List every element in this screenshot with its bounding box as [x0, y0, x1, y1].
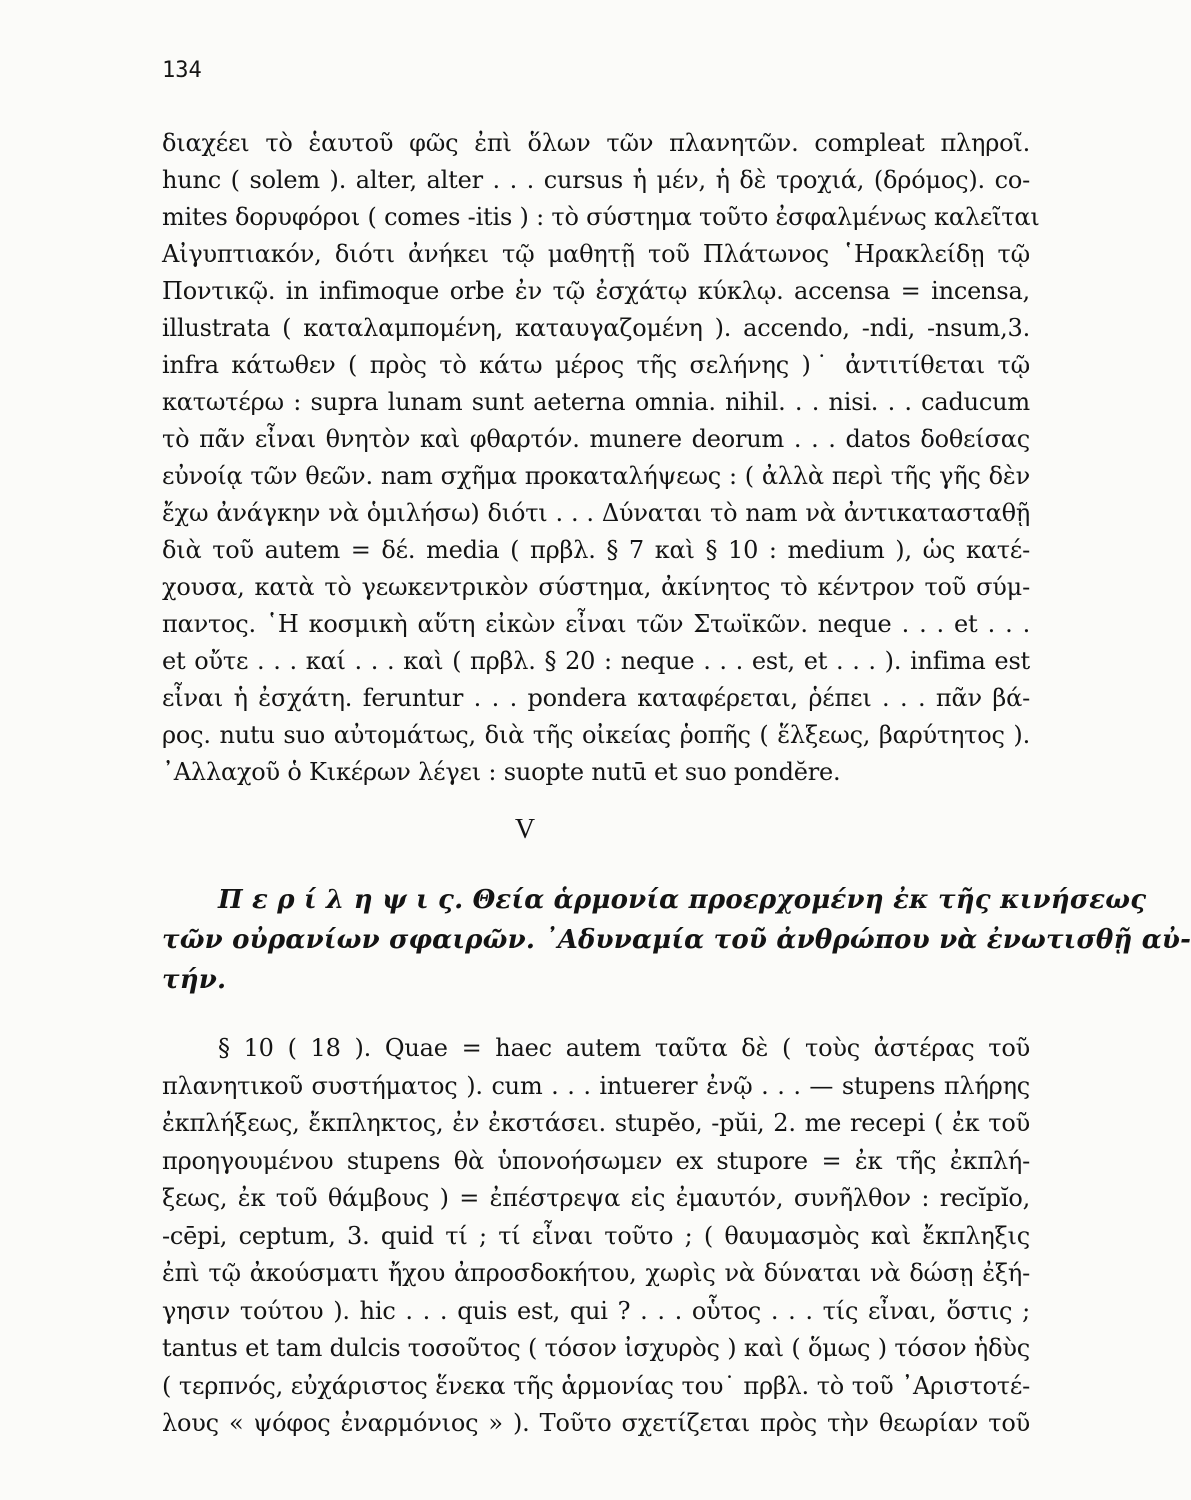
- text-line: λους « ψόφος ἐναρμόνιος » ). Τοῦτο σχετίζεται πρὸς τὴν θεωρίαν τοῦ: [162, 1409, 1030, 1437]
- text-line: ἐκπλήξεως, ἔκπληκτος, ἐν ἐκστάσει. stupĕo, -pŭi, 2. me recepi ( ἐκ τοῦ: [162, 1109, 1030, 1137]
- text-line: ρος. nutu suo αὐτομάτως, διὰ τῆς οἰκείας ῥοπῆς ( ἕλξεως, βαρύτητος ).: [162, 721, 1030, 749]
- text-line: ἐπὶ τῷ ἀκούσματι ἤχου ἀπροσδοκήτου, χωρὶς νὰ δύναται νὰ δώσῃ ἐξή-: [162, 1259, 1030, 1287]
- text-line: εὐνοίᾳ τῶν θεῶν. nam σχῆμα προκαταλήψεως : ( ἀλλὰ περὶ τῆς γῆς δὲν: [162, 462, 1030, 490]
- text-line: ξεως, ἐκ τοῦ θάμβους ) = ἐπέστρεψα εἰς ἐμαυτόν, συνῆλθον : recĭpĭo,: [162, 1184, 1030, 1212]
- text-line: χουσα, κατὰ τὸ γεωκεντρικὸν σύστημα, ἀκίνητος τὸ κέντρον τοῦ σύμ-: [162, 573, 1030, 601]
- text-line: πλανητικοῦ συστήματος ). cum . . . intuerer ἐνῷ . . . — stupens πλήρης: [162, 1071, 1030, 1100]
- text-line: infra κάτωθεν ( πρὸς τὸ κάτω μέρος τῆς σελήνης )˙ ἀντιτίθεται τῷ: [162, 351, 1030, 379]
- page-number: 134: [162, 58, 202, 83]
- text-line: tantus et tam dulcis τοσοῦτος ( τόσον ἰσχυρὸς ) καὶ ( ὅμως ) τόσον ἡδὺς: [162, 1334, 1030, 1362]
- text-line: et οὔτε . . . καί . . . καὶ ( πρβλ. § 20 : neque . . . est, et . . . ). infima est: [162, 647, 1030, 675]
- summary-line: τήν.: [162, 965, 227, 995]
- text-line: παντος. ῾Η κοσμικὴ αὕτη εἰκὼν εἶναι τῶν Στωϊκῶν. neque . . . et . . .: [162, 610, 1030, 638]
- text-line: διὰ τοῦ autem = δέ. media ( πρβλ. § 7 καὶ § 10 : medium ), ὡς κατέ-: [162, 536, 1030, 564]
- commentary-paragraph-1: [162, 125, 1040, 791]
- section-heading: V: [514, 814, 536, 845]
- text-line: προηγουμένου stupens θὰ ὑπονοήσωμεν ex stupore = ἐκ τῆς ἐκπλή-: [162, 1146, 1030, 1175]
- summary-line: τῶν οὐρανίων σφαιρῶν. ᾿Αδυναμία τοῦ ἀνθρώπου νὰ ἐνωτισθῇ αὐ-: [162, 925, 1191, 955]
- text-line: § 10 ( 18 ). Quae = haec autem ταῦτα δὲ ( τοὺς ἀστέρας τοῦ: [218, 1034, 1030, 1062]
- text-line: Αἰγυπτιακόν, διότι ἀνήκει τῷ μαθητῇ τοῦ Πλάτωνος ῾Ηρακλείδῃ τῷ: [162, 240, 1030, 268]
- text-line: illustrata ( καταλαμπομένη, καταυγαζομένη ). accendo, -ndi, -nsum,3.: [162, 314, 1030, 342]
- text-line: εἶναι ἡ ἐσχάτη. feruntur . . . pondera καταφέρεται, ῥέπει . . . πᾶν βά-: [162, 684, 1030, 712]
- section-summary: [162, 880, 1191, 1000]
- text-line: Ποντικῷ. in infimoque orbe ἐν τῷ ἐσχάτῳ κύκλῳ. accensa = incensa,: [162, 277, 1030, 305]
- text-line: ᾿Αλλαχοῦ ὁ Κικέρων λέγει : suopte nutū et suo pondĕre.: [162, 758, 841, 786]
- text-line: ( τερπνός, εὐχάριστος ἕνεκα τῆς ἁρμονίας του˙ πρβλ. τὸ τοῦ ᾿Αριστοτέ-: [162, 1371, 1030, 1400]
- commentary-paragraph-2: [162, 1030, 1030, 1443]
- text-line: τὸ πᾶν εἶναι θνητὸν καὶ φθαρτόν. munere deorum . . . datos δοθείσας: [162, 425, 1030, 453]
- summary-line: Π ε ρ ί λ η ψ ι ς. Θεία ἁρμονία προερχομένη ἐκ τῆς κινήσεως: [218, 885, 1147, 915]
- text-line: διαχέει τὸ ἑαυτοῦ φῶς ἐπὶ ὅλων τῶν πλανητῶν. compleat πληροῖ.: [162, 129, 1030, 157]
- text-line: mites δορυφόροι ( comes -itis ) : τὸ σύστημα τοῦτο ἐσφαλμένως καλεῖται: [162, 203, 1040, 231]
- text-line: κατωτέρω : supra lunam sunt aeterna omnia. nihil. . . nisi. . . caducum: [162, 388, 1030, 416]
- text-line: hunc ( solem ). alter, alter . . . cursus ἡ μέν, ἡ δὲ τροχιά, (δρόμος). co-: [162, 166, 1030, 194]
- text-line: γησιν τούτου ). hic . . . quis est, qui ? . . . οὗτος . . . τίς εἶναι, ὅστις ;: [162, 1296, 1030, 1325]
- text-line: -cēpi, ceptum, 3. quid τί ; τί εἶναι τοῦτο ; ( θαυμασμὸς καὶ ἔκπληξις: [162, 1221, 1030, 1250]
- text-line: ἔχω ἀνάγκην νὰ ὁμιλήσω) διότι . . . Δύναται τὸ nam νὰ ἀντικατασταθῇ: [162, 499, 1030, 527]
